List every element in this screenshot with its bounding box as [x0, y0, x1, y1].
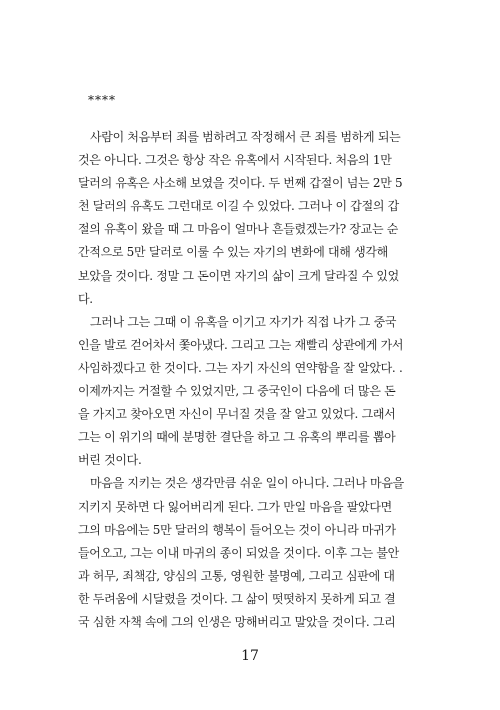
text-line: 을 가지고 찾아오면 자신이 무너질 것을 잘 알고 있었다. 그래서	[78, 407, 396, 422]
text-line: 다.	[78, 291, 93, 306]
body-text	[78, 126, 428, 634]
text-line: 국 심한 자책 속에 그의 인생은 망해버리고 말았을 것이다. 그리	[78, 614, 396, 629]
text-line: 절의 유혹이 왔을 때 그 마음이 얼마나 흔들렸겠는가? 장교는 순	[78, 222, 399, 237]
text-line: 인을 발로 걷어차서 쫓아냈다. 그리고 그는 재빨리 상관에게 가서	[78, 337, 404, 352]
text-line: 그의 마음에는 5만 달러의 행복이 들어오는 것이 아니라 마귀가	[78, 522, 396, 537]
text-line: 들어오고, 그는 이내 마귀의 종이 되었을 것이다. 이후 그는 불안	[78, 545, 399, 560]
text-line: 과 허무, 죄책감, 양심의 고통, 영원한 불명예, 그리고 심판에 대	[78, 568, 395, 583]
text-line: 간적으로 5만 달러로 이룰 수 있는 자기의 변화에 대해 생각해	[78, 245, 388, 260]
page-number: 17	[241, 648, 259, 664]
text-line: 그러나 그는 그때 이 유혹을 이기고 자기가 직접 나가 그 중국	[90, 314, 397, 329]
text-line: 버린 것이다.	[78, 453, 142, 468]
text-line: 것은 아니다. 그것은 항상 작은 유혹에서 시작된다. 처음의 1만	[78, 153, 392, 168]
section-marker: ****	[88, 93, 116, 107]
text-line: 지키지 못하면 다 잃어버리게 된다. 그가 만일 마음을 팔았다면	[78, 499, 392, 514]
text-line: 보았을 것이다. 정말 그 돈이면 자기의 삶이 크게 달라질 수 있었	[78, 268, 399, 283]
text-line: 이제까지는 거절할 수 있었지만, 그 중국인이 다음에 더 많은 돈	[78, 384, 396, 399]
text-line: 천 달러의 유혹도 그런대로 이길 수 있었다. 그러나 이 갑절의 갑	[78, 199, 399, 214]
text-line: 사임하겠다고 한 것이다. 그는 자기 자신의 연약함을 잘 알았다. .	[78, 360, 403, 375]
text-line: 그는 이 위기의 때에 분명한 결단을 하고 그 유혹의 뿌리를 뽑아	[78, 430, 396, 445]
text-line: 달러의 유혹은 사소해 보였을 것이다. 두 번째 갑절이 넘는 2만 5	[78, 176, 403, 191]
text-line: 한 두려움에 시달렸을 것이다. 그 삶이 떳떳하지 못하게 되고 결	[78, 591, 396, 606]
text-line: 마음을 지키는 것은 생각만큼 쉬운 일이 아니다. 그러나 마음을	[90, 476, 404, 491]
text-line: 사람이 처음부터 죄를 범하려고 작정해서 큰 죄를 범하게 되는	[90, 130, 401, 144]
